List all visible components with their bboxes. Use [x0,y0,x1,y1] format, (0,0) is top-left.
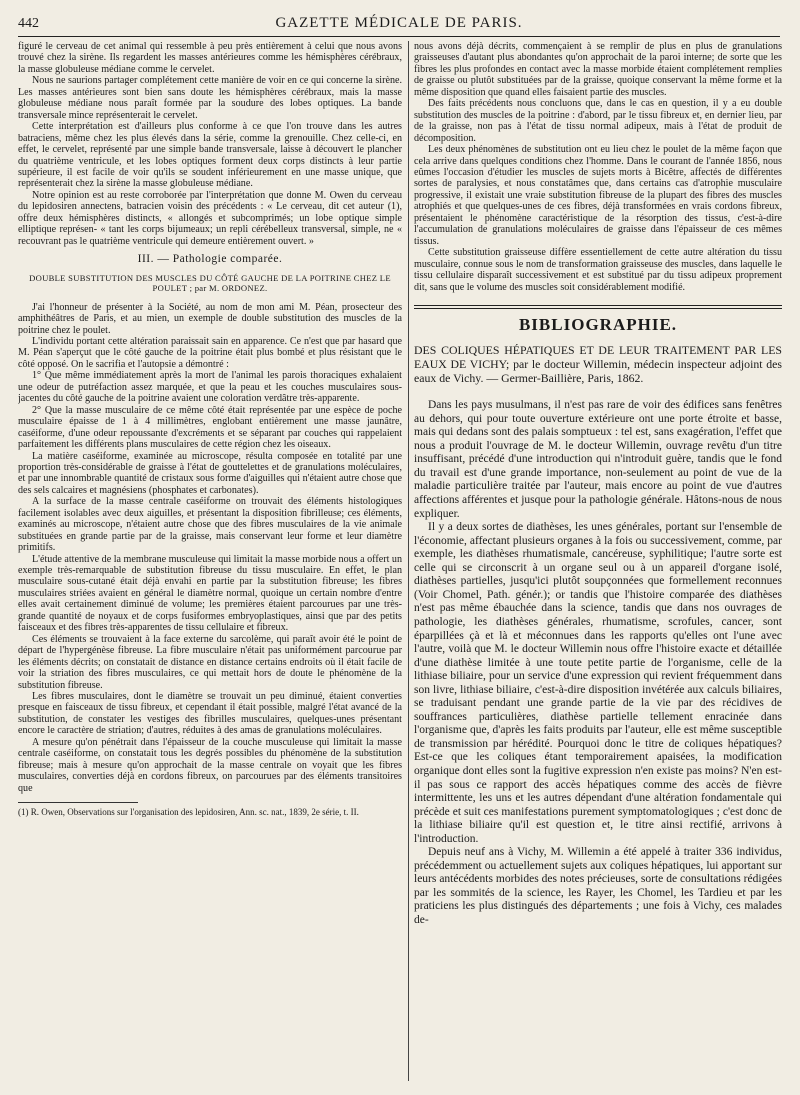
paragraph: Nous ne saurions partager complétement cette manière de voir en ce qui concerne la sirène. Les masses antérieures sont bien sans doute les hémisphères cérébraux, mais la masse globuleuse médiane nous paraît formée par la soudure des lobes optiques. La bande transversale mince représenterait le cervelet. [18,75,402,121]
bibliography-reference: DES COLIQUES HÉPATIQUES ET DE LEUR TRAITEMENT PAR LES EAUX DE VICHY; par le docteur Willemin, médecin inspecteur adjoint des eaux de Vichy. — Germer-Baillière, Paris, 1862. [414,343,782,385]
paragraph: L'individu portant cette altération paraissait sain en apparence. Ce n'est que par hasard que M. Péan s'aperçut que le côté gauche de la poitrine était plus bombé et plus résistant que le côté opposé. On le sacrifia et l'autopsie a démontré : [18,335,402,370]
paragraph: La matière caséiforme, examinée au microscope, résulta composée en totalité par une proportion très-considérable de graisse à l'état de gouttelettes et de granulations moléculaires, et par une innombrable quantité de cristaux sous forme d'aiguilles qui n'étaient autre chose que des sels calcaires et magnésiens (phosphates et carbonates). [18,450,402,496]
footnote-divider [18,802,138,803]
column-divider [408,41,409,1081]
paragraph: Depuis neuf ans à Vichy, M. Willemin a été appelé à traiter 336 individus, précédemment ou actuellement sujets aux coliques hépatiques, lui apportant sur leurs antécédents morbides des notes précieuses, sorte de consultations rédigées par les sommités de la science, les Rayer, les Chomel, les Tardieu et par les praticiens les plus distingués des départements ; une fois à Vichy, ces malades de- [414,846,782,926]
right-column [414,41,782,1091]
left-column [18,41,402,1091]
paragraph: nous avons déjà décrits, commençaient à se remplir de plus en plus de granulations graisseuses d'autant plus abondantes qu'on approchait de la paroi interne; de sorte que les fibres les plus profondes en contact avec la masse morbide étaient complétement remplies de graisse ou plutôt substituées par de la graisse, quoique conservant la même forme et la même disposition que quand elles faisaient partie des muscles. [414,41,782,98]
paragraph: Dans les pays musulmans, il n'est pas rare de voir des édifices sans fenêtres au dehors, qui pour toute ouverture extérieure ont une porte étroite et basse, mais qui dedans sont des palais somptueux : tel est, sans exagération, l'effet que nous a produit l'ouvrage de M. le docteur Willemin, ouvrage revêtu d'un titre insuffisant, précédé d'une introduction qui n'introduit guère, tandis que le fond du travail est d'une grande importance, non-seulement au point de vue de la maladie particulière traitée par l'auteur, mais encore au point de vue d'autres affections afférentes et jusque pour la pathologie générale. Hâtons-nous de nous expliquer. [414,399,782,520]
section-divider [414,305,782,309]
paragraph: Des faits précédents nous concluons que, dans le cas en question, il y a eu double substitution des muscles de la poitrine : d'abord, par le tissu fibreux et, en dernier lieu, par de la graisse, non pas à l'état de tissu normal adipeux, mais à l'état de produit de décomposition. [414,98,782,144]
footnote: (1) R. Owen, Observations sur l'organisation des lepidosiren, Ann. sc. nat., 1839, 2e série, t. II. [18,807,359,818]
paragraph: Ces éléments se trouvaient à la face externe du sarcolème, qui paraît avoir été le point de départ de l'hypergénèse fibreuse. La fibre musculaire n'était pas uniformément parcourue par les éléments décrits; on constatait de distance en distance certains endroits où il était facile de voir la striation des fibres musculaires, ce qui mettait hors de doute le phénomène de la substitution fibreuse. [18,633,402,691]
paragraph: Il y a deux sortes de diathèses, les unes générales, portant sur l'ensemble de l'économie, affectant plusieurs organes à la fois ou successivement, comme, par exemple, les diathèses rhumatismale, cancéreuse, syphilitique; l'autre sorte est celle qui se circonscrit à un organe seul ou à un appareil d'organe isolé, diathèses partielles, jusqu'ici plutôt soupçonnées que formellement reconnues (Voir Chomel, Path. génér.); or tandis que l'histoire comparée des diathèses n'est pas même ébauchée dans la science, tandis que dans nos ouvrages de pathologie, les diathèses générales, rhumatisme, scrofules, cancer, sont éparpillées çà et là et méconnues dans les rapports qu'elles ont l'une avec l'autre, voilà que M. le docteur Willemin nous offre l'histoire exacte et détaillée d'une diathèse limitée à une toute petite partie de l'organisme, celle de la lithiase biliaire, pour un service d'une expression qui revient fréquemment dans son livre, lithiase biliaire, c'est-à-dire disposition invétérée aux calculs biliaires, se traduisant pendant une grande partie de la vie par des récidives de souffrances particulières, diathèse partielle tellement enracinée dans l'organisme que, d'après les faits produits par l'auteur, elle est même susceptible de transmission par hérédité. Pourquoi donc le titre de coliques hépatiques? Est-ce que les coliques étant temporairement apaisées, la modification organique dont elles sont la fugitive expression n'en existe pas moins? N'en est-il pas sous ce rapport des accès hépatiques comme des accès de fièvre intermittente, les uns et les autres dépendant d'une altération fondamentale qui précède et suit ces manifestations purement symptomatologiques ; c'est donc de la lithiase biliaire qu'il est question et, le titre ainsi rectifié, arrivons à l'introduction. [414,521,782,845]
paragraph: Cette substitution graisseuse diffère essentiellement de cette autre altération du tissu musculaire, connue sous le nom de transformation graisseuse des muscles, dans laquelle le tissu cellulaire disparaît successivement et est substitué par du tissu adipeux proprement dit, sans que le volume des muscles soit considérablement modifié. [414,247,782,293]
paragraph: Notre opinion est au reste corroborée par l'interprétation que donne M. Owen du cerveau du lepidosiren annectens, batracien voisin des précédents : « Le cerveau, dit cet auteur (1), offre deux hémisphères distincts, « allongés et subcomprimés; un lobe optique simple elliptique représen- « tant les corps bijumeaux; un repli cérébelleux transversal, simple, ne « recouvrant pas le quatrième ventricule qui demeure entièrement ouvert. » [18,189,402,247]
paragraph: J'ai l'honneur de présenter à la Société, au nom de mon ami M. Péan, prosecteur des amphithéâtres de Paris, et au mien, un exemple de double substitution des muscles de la poitrine chez le poulet. [18,301,402,336]
bibliography-heading: BIBLIOGRAPHIE. [518,314,678,334]
paragraph: Cette interprétation est d'ailleurs plus conforme à ce que l'on trouve dans les autres batraciens, même chez les plus élevés dans la série, comme la grenouille. Chez celle-ci, en effet, le cervelet, représenté par une simple bande transversale, laisse à découvert le plancher du quatrième ventricule, et les lobes optiques forment deux corps distincts à leur partie supérieure, il est facile de voir qu'ils se soudent inférieurement en une masse unique, que représenterait chez la sirène la masse globuleuse médiane. [18,121,402,190]
page-number: 442 [18,16,39,31]
page-header [18,14,780,37]
review-body [414,399,782,927]
journal-title: GAZETTE MÉDICALE DE PARIS. [275,15,523,31]
article-subtitle: DOUBLE SUBSTITUTION DES MUSCLES DU CÔTÉ GAUCHE DE LA POITRINE CHEZ LE POULET ; par M. ORDONEZ. [29,272,391,294]
paragraph: 1° Que même immédiatement après la mort de l'animal les parois thoraciques exhalaient une odeur de putréfaction assez marquée, et que la peau et les couches musculaires sous-jacentes du côté gauche de la poitrine avaient une coloration verdâtre très-apparente. [18,370,402,405]
paragraph: L'étude attentive de la membrane musculeuse qui limitait la masse morbide nous a offert un exemple très-remarquable de substitution fibreuse du tissu musculaire. En effet, le plan musculaire sous-cutané était déjà envahi en partie par la substitution fibreuse; les fibres musculaires striées avaient en général le diamètre normal, quoique un certain nombre d'entre elles avait certainement diminué de volume; les premières étaient parcourues par une très-grande quantité de noyaux et de corps fusiformes embryoplastiques, ainsi que par des petits faisceaux et des fibres très-apparentes de tissu cellulaire et fibreux. [18,553,402,634]
paragraph: Les fibres musculaires, dont le diamètre se trouvait un peu diminué, étaient converties presque en faisceaux de tissu fibreux, et cependant il était possible, malgré l'état avancé de la substitution, de constater les vestiges des fibrilles musculaires, quelques-unes présentant encore le caractère de striation; d'autres, réduites à des amas de granulations moléculaires. [18,691,402,737]
section-title: III. — Pathologie comparée. [137,253,283,266]
paragraph: Les deux phénomènes de substitution ont eu lieu chez le poulet de la même façon que cela arrive dans quelques conditions chez l'homme. Dans le courant de l'année 1856, nous eûmes l'occasion d'étudier les muscles de sujets morts à Bicêtre, affectés de différentes sortes de paralysies, et nous constatâmes que, dans certains cas d'atrophie musculaire progressive, il existait une vraie substitution fibreuse de la plupart des fibres des muscles atrophiés et que quelques-unes de ces fibres, déjà transformées en vrais cordons fibreux, présentaient le phénomène caractéristique de la résorption des tissus, c'est-à-dire l'accumulation de granulations moléculaires de graisse dans l'épaisseur de ces mêmes tissus. [414,144,782,247]
paragraph: 2° Que la masse musculaire de ce même côté était représentée par une espèce de poche musculaire épaisse de 1 à 4 millimètres, englobant entièrement une masse jaunâtre, caséiforme, d'une odeur repoussante d'excréments et se séparant par couches qui rappelaient parfaitement les différents plans musculaires de cette région chez les oiseaux. [18,404,402,451]
paragraph: A la surface de la masse centrale caséiforme on trouvait des éléments histologiques facilement isolables avec deux aiguilles, et présentant la disposition fibrilleuse; ces éléments, examinés au microscope, n'étaient autre chose que des fibres musculaires de la vie animale substituées en grande partie par de la graisse, mais conservant leur forme et leur diamètre primitifs. [18,496,402,554]
paragraph: figuré le cerveau de cet animal qui ressemble à peu près entièrement à celui que nous avons trouvé chez la sirène. Ils regardent les masses antérieures comme les hémisphères cérébraux, la masse globuleuse médiane comme le cervelet. [18,41,402,75]
paragraph: A mesure qu'on pénétrait dans l'épaisseur de la couche musculeuse qui limitait la masse centrale caséiforme, on constatait tous les degrés possibles du phénomène de la substitution fibreuse; mais à mesure qu'on approchait de la masse centrale on voyait que les fibres musculaires, converties déjà en cordons fibreux, on parcourues par des éléments transitoires que [18,736,402,794]
